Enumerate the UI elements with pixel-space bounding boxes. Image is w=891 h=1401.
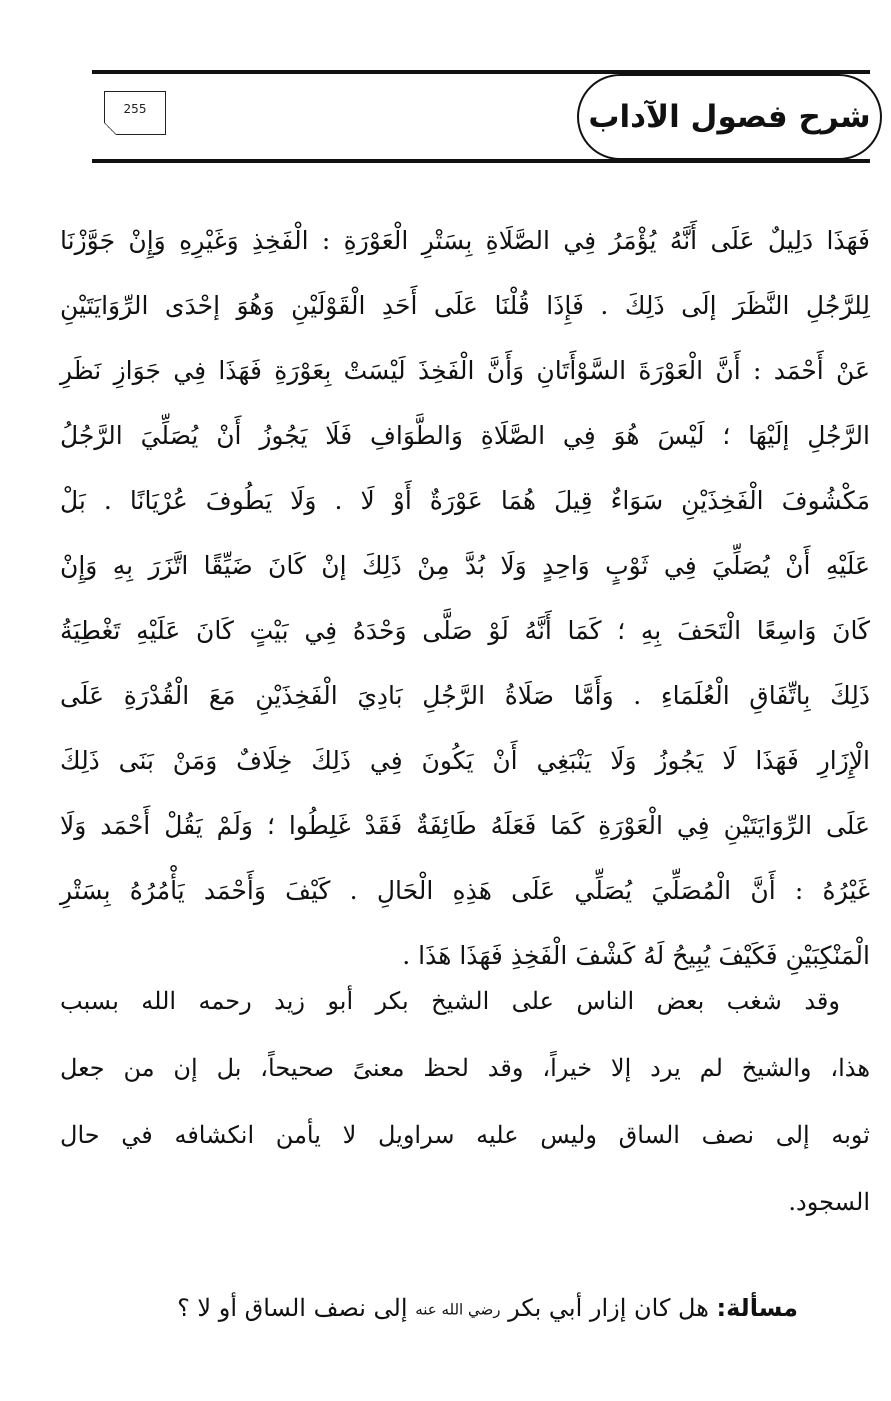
page-number-badge (104, 91, 166, 135)
commentary-line: وقد شغب بعض الناس على الشيخ بكر أبو زيد رحمه الله بسبب (60, 987, 840, 1015)
passage-line: ذَلِكَ بِاتِّفَاقِ الْعُلَمَاءِ . وَأَمَّا صَلَاةُ الرَّجُلِ بَادِيَ الْفَخِذَيْنِ مَعَ الْقُدْرَةِ عَلَى (60, 681, 870, 710)
issue-label: مسألة: (716, 1294, 798, 1322)
passage-line: فَهَذَا دَلِيلٌ عَلَى أَنَّهُ يُؤْمَرُ فِي الصَّلَاةِ بِسَتْرِ الْعَوْرَةِ : الْفَخِذِ وَغَيْرِهِ وَإِنْ جَوَّزْنَا (60, 226, 870, 255)
passage-line: كَانَ وَاسِعًا الْتَحَفَ بِهِ ؛ كَمَا أَنَّهُ لَوْ صَلَّى وَحْدَهُ فِي بَيْتٍ كَانَ عَلَيْهِ تَغْطِيَةُ (60, 616, 870, 645)
book-title-box (577, 74, 882, 160)
passage-line: عَلَيْهِ أَنْ يُصَلِّيَ فِي ثَوْبٍ وَاحِدٍ وَلَا بُدَّ مِنْ ذَلِكَ إنْ كَانَ ضَيِّقًا اتَّزَرَ بِهِ وَإِنْ (60, 551, 870, 580)
honorific-glyph: رضي الله عنه (415, 1300, 501, 1319)
commentary-paragraph (60, 968, 870, 1236)
passage-line: غَيْرُهُ : أَنَّ الْمُصَلِّيَ يُصَلِّي عَلَى هَذِهِ الْحَالِ . كَيْفَ وَأَحْمَد يَأْمُرُهُ بِسَتْرِ (60, 876, 870, 905)
issue-question-end: إلى نصف الساق أو لا ؟ (177, 1294, 408, 1322)
book-title: شرح فصول الآداب (588, 99, 871, 135)
passage-line: الْإِزَارِ فَهَذَا لَا يَجُوزُ وَلَا يَنْبَغِي أَنْ يَكُونَ فِي ذَلِكَ خِلَافٌ وَمَنْ بَنَى ذَلِكَ (60, 746, 870, 775)
page-number: 255 (123, 102, 147, 116)
passage-line: عَلَى الرِّوَايَتَيْنِ فِي الْعَوْرَةِ كَمَا فَعَلَهُ طَائِفَةٌ فَقَدْ غَلِطُوا ؛ وَلَمْ يَقُلْ أَحْمَد وَلَا (60, 811, 870, 840)
passage-line: لِلرَّجُلِ النَّظَرَ إلَى ذَلِكَ . فَإِذَا قُلْنَا عَلَى أَحَدِ الْقَوْلَيْنِ وَهُوَ إحْدَى الرِّوَايَتَيْنِ (60, 291, 870, 320)
issue-question (60, 1278, 798, 1340)
commentary-line: السجود. (788, 1188, 870, 1216)
commentary-line: هذا، والشيخ لم يرد إلا خيراً، وقد لحظ معنىً صحيحاً، بل إن من جعل (60, 1054, 870, 1082)
issue-question-start: هل كان إزار أبي بكر (508, 1294, 709, 1322)
passage-line: عَنْ أَحْمَد : أَنَّ الْعَوْرَةَ السَّوْأَتَانِ وَأَنَّ الْفَخِذَ لَيْسَتْ بِعَوْرَةِ فَهَذَا فِي جَوَازِ نَظَرِ (60, 356, 870, 385)
commentary-line: ثوبه إلى نصف الساق وليس عليه سراويل لا يأمن انكشافه في حال (60, 1121, 870, 1149)
passage-line: الْمَنْكِبَيْنِ فَكَيْفَ يُبِيحُ لَهُ كَشْفَ الْفَخِذِ فَهَذَا هَذَا . (402, 941, 870, 970)
passage-line: مَكْشُوفَ الْفَخِذَيْنِ سَوَاءٌ قِيلَ هُمَا عَوْرَةٌ أَوْ لَا . وَلَا يَطُوفَ عُرْيَانًا . بَلْ (60, 486, 870, 515)
quoted-passage (60, 208, 870, 988)
passage-line: الرَّجُلِ إلَيْهَا ؛ لَيْسَ هُوَ فِي الصَّلَاةِ وَالطَّوَافِ فَلَا يَجُوزُ أَنْ يُصَلِّيَ الرَّجُلُ (60, 421, 870, 450)
